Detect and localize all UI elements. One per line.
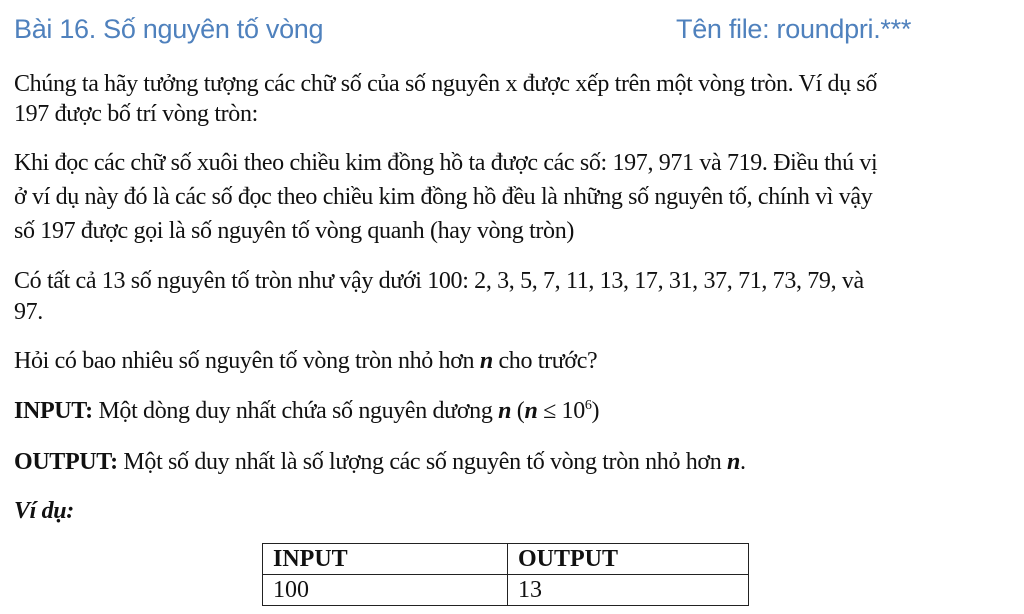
file-name: Tên file: roundpri.*** (676, 14, 912, 44)
table-header-row (263, 544, 749, 575)
example-label (14, 496, 74, 526)
text: . (740, 449, 746, 475)
table-cell: 100 (263, 575, 508, 606)
table-row (263, 575, 749, 606)
input-spec (14, 396, 599, 426)
paragraph-line: số 197 được gọi là số nguyên tố vòng quanh (hay vòng tròn) (14, 218, 574, 244)
question-line (14, 346, 597, 376)
paragraph-line: Khi đọc các chữ số xuôi theo chiều kim đồng hồ ta được các số: 197, 971 và 719. Điều thú vị (14, 150, 878, 176)
header-text: INPUT (273, 546, 348, 572)
example-label-text: Ví dụ: (14, 498, 74, 524)
paragraph-line: ở ví dụ này đó là các số đọc theo chiều kim đồng hồ đều là những số nguyên tố, chính vì vậy (14, 184, 873, 210)
output-label: OUTPUT: (14, 449, 118, 475)
header-cell (263, 544, 508, 575)
input-label: INPUT: (14, 398, 93, 424)
text: ≤ 10 (537, 398, 585, 424)
text: cho trước? (492, 348, 598, 374)
text: Hỏi có bao nhiêu số nguyên tố vòng tròn nhỏ hơn (14, 348, 480, 374)
var-n: n (524, 398, 538, 424)
paragraph-line: 197 được bố trí vòng tròn: (14, 101, 258, 127)
var-n: n (479, 348, 493, 374)
output-spec (14, 447, 746, 477)
var-n: n (727, 449, 741, 475)
example-table (262, 543, 749, 606)
paragraph-line: 97. (14, 299, 43, 325)
paragraph-line: Chúng ta hãy tưởng tượng các chữ số của số nguyên x được xếp trên một vòng tròn. Ví dụ số (14, 71, 878, 97)
text: Một dòng duy nhất chứa số nguyên dương (92, 398, 499, 424)
paragraph-line: Có tất cả 13 số nguyên tố tròn như vậy dưới 100: 2, 3, 5, 7, 11, 13, 17, 31, 37, 71, 73, 79, và (14, 268, 864, 294)
text: ) (591, 398, 600, 424)
problem-title: Bài 16. Số nguyên tố vòng (14, 14, 324, 44)
header-cell (508, 544, 749, 575)
exponent: 6 (584, 398, 592, 413)
var-n: n (498, 398, 512, 424)
text: ( (511, 398, 525, 424)
text: Một số duy nhất là số lượng các số nguyên tố vòng tròn nhỏ hơn (117, 449, 728, 475)
table-cell: 13 (508, 575, 749, 606)
header-text: OUTPUT (518, 546, 619, 572)
